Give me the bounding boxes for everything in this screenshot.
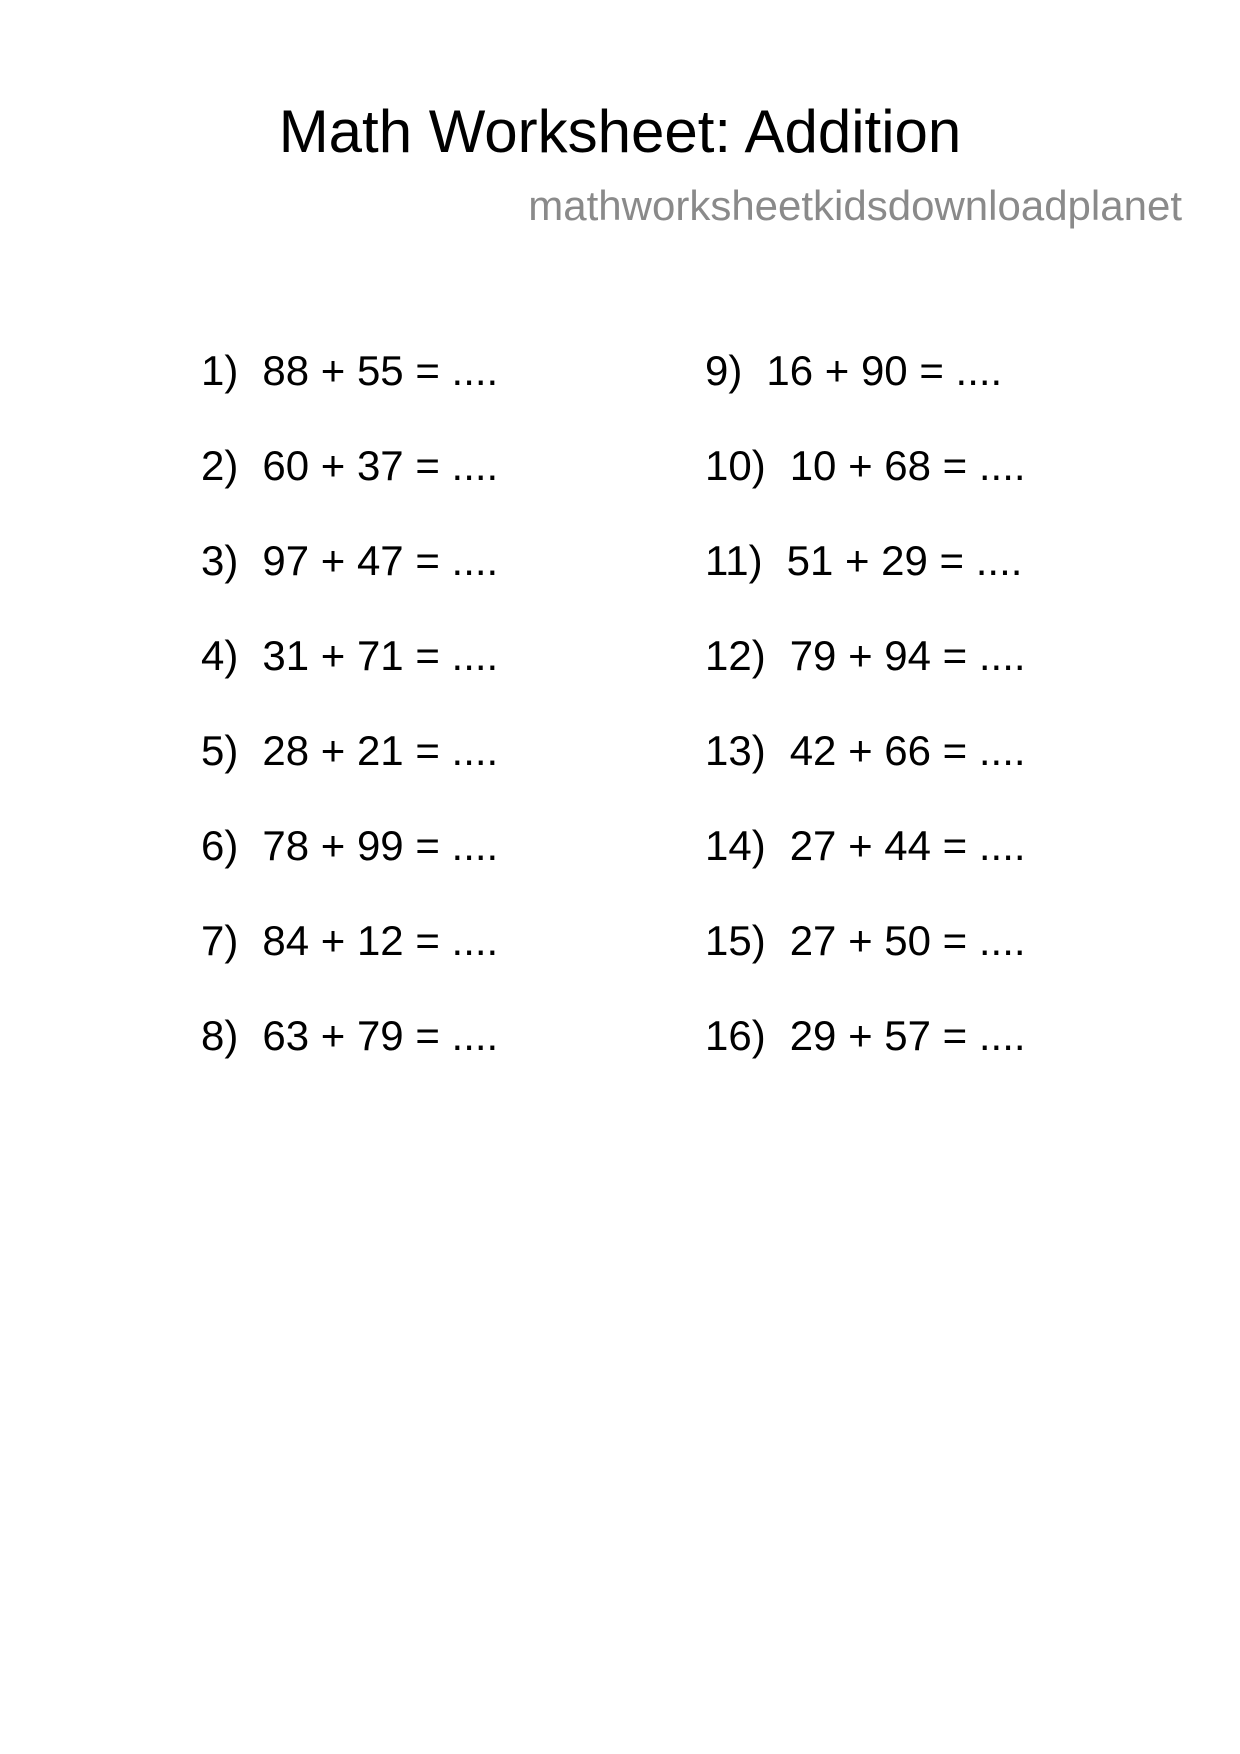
problem-number: 6)	[201, 822, 239, 869]
problem-3	[201, 536, 621, 631]
problem-expression: 60 + 37 = ....	[262, 442, 499, 489]
problem-number: 9)	[705, 347, 743, 394]
problem-6	[201, 821, 621, 916]
problem-11	[705, 536, 1125, 631]
problem-9	[705, 346, 1125, 441]
problem-expression: 31 + 71 = ....	[262, 632, 499, 679]
problem-14	[705, 821, 1125, 916]
problem-expression: 51 + 29 = ....	[786, 537, 1023, 584]
problem-expression: 63 + 79 = ....	[262, 1012, 499, 1059]
problem-number: 13)	[705, 727, 766, 774]
problem-number: 14)	[705, 822, 766, 869]
problem-number: 10)	[705, 442, 766, 489]
problem-2	[201, 441, 621, 536]
problem-expression: 97 + 47 = ....	[262, 537, 499, 584]
problem-number: 8)	[201, 1012, 239, 1059]
problem-expression: 79 + 94 = ....	[789, 632, 1026, 679]
problem-number: 3)	[201, 537, 239, 584]
problem-number: 15)	[705, 917, 766, 964]
problem-13	[705, 726, 1125, 821]
worksheet-subtitle: mathworksheetkidsdownloadplanet	[528, 182, 1182, 229]
problem-expression: 78 + 99 = ....	[262, 822, 499, 869]
problem-expression: 28 + 21 = ....	[262, 727, 499, 774]
problem-expression: 88 + 55 = ....	[262, 347, 499, 394]
problem-number: 7)	[201, 917, 239, 964]
problem-16	[705, 1011, 1125, 1106]
problem-number: 11)	[705, 537, 763, 584]
problem-expression: 16 + 90 = ....	[766, 347, 1003, 394]
problem-number: 5)	[201, 727, 239, 774]
problem-4	[201, 631, 621, 726]
problems-column-left	[201, 346, 621, 1106]
worksheet-title: Math Worksheet: Addition	[278, 98, 962, 165]
problem-number: 16)	[705, 1012, 766, 1059]
problem-12	[705, 631, 1125, 726]
problem-expression: 27 + 50 = ....	[789, 917, 1026, 964]
problems-column-right	[705, 346, 1125, 1106]
problem-number: 4)	[201, 632, 239, 679]
problem-1	[201, 346, 621, 441]
problem-15	[705, 916, 1125, 1011]
problem-expression: 29 + 57 = ....	[789, 1012, 1026, 1059]
problem-expression: 10 + 68 = ....	[789, 442, 1026, 489]
problem-number: 1)	[201, 347, 239, 394]
problem-5	[201, 726, 621, 821]
problem-number: 12)	[705, 632, 766, 679]
problem-expression: 84 + 12 = ....	[262, 917, 499, 964]
problem-7	[201, 916, 621, 1011]
problem-expression: 42 + 66 = ....	[789, 727, 1026, 774]
problem-8	[201, 1011, 621, 1106]
problem-expression: 27 + 44 = ....	[789, 822, 1026, 869]
problem-number: 2)	[201, 442, 239, 489]
problem-10	[705, 441, 1125, 536]
